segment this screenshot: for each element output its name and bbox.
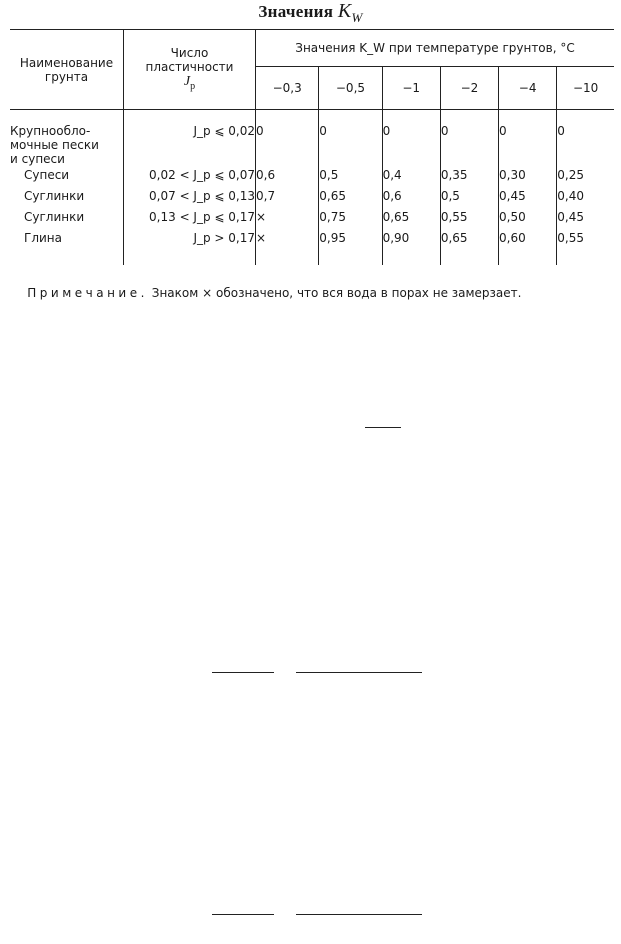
kw-value: 0,95 — [319, 231, 382, 265]
header-temp: −0,5 — [319, 67, 382, 110]
plasticity-range: 0,07 < J_р ⩽ 0,13 — [124, 189, 256, 210]
table-row — [10, 210, 614, 231]
kw-value: 0,65 — [440, 231, 498, 265]
title-prefix: Значения — [258, 2, 334, 21]
table-note — [12, 287, 612, 300]
header-soil-name: Наименование грунта — [10, 30, 124, 110]
table-row — [10, 189, 614, 210]
soil-name: Суглинки — [10, 189, 124, 210]
plasticity-range: 0,02 < J_р ⩽ 0,07 — [124, 168, 256, 189]
formula-rule — [365, 427, 401, 428]
kw-value: 0,65 — [319, 189, 382, 210]
formula-rule — [212, 672, 274, 673]
formula-rule — [296, 914, 422, 915]
kw-value: 0,40 — [557, 189, 584, 203]
kw-value: 0,60 — [499, 231, 557, 265]
kw-value: 0,55 — [440, 210, 498, 231]
soil-name: Глина — [10, 231, 124, 265]
header-temp: −10 — [557, 67, 614, 110]
kw-value: 0 — [382, 110, 440, 169]
note-label: Примечание. — [27, 286, 148, 300]
title-symbol: $K_W$ — [337, 0, 363, 25]
soil-name: Крупнообло- мочные пески и супеси — [10, 110, 124, 169]
kw-value: 0,75 — [319, 210, 382, 231]
kw-value: 0 — [440, 110, 498, 169]
header-temp: −4 — [499, 67, 557, 110]
kw-value: 0 — [256, 110, 319, 169]
kw-value: 0,55 — [557, 231, 584, 245]
soil-name: Супеси — [10, 168, 124, 189]
kw-value: 0,30 — [499, 168, 557, 189]
kw-value: 0,50 — [499, 210, 557, 231]
plasticity-range: 0,13 < J_р ⩽ 0,17 — [124, 210, 256, 231]
kw-value: 0,25 — [557, 168, 584, 182]
kw-value: 0 — [499, 110, 557, 169]
kw-value: 0 — [557, 124, 565, 138]
note-text: Знаком × обозначено, что вся вода в порах не замерзает. — [151, 286, 522, 300]
kw-value: 0,35 — [440, 168, 498, 189]
kw-value: 0,7 — [256, 189, 319, 210]
table-row — [10, 231, 614, 265]
formula-rule — [212, 914, 274, 915]
kw-value: 0,5 — [319, 168, 382, 189]
table-row — [10, 110, 614, 169]
kw-value: 0,90 — [382, 231, 440, 265]
formula-rule — [296, 672, 422, 673]
header-temp: −2 — [440, 67, 498, 110]
kw-value: × — [256, 210, 319, 231]
kw-value: 0,45 — [557, 210, 584, 224]
table-row — [10, 168, 614, 189]
header-plasticity: Число пластичности $J_р$ — [124, 30, 256, 110]
kw-value: 0 — [319, 110, 382, 169]
header-kw-group: Значения K_W при температуре грунтов, °С — [256, 30, 615, 67]
kw-value: 0,5 — [440, 189, 498, 210]
kw-value: 0,6 — [256, 168, 319, 189]
kw-value: 0,4 — [382, 168, 440, 189]
kw-value: 0,65 — [382, 210, 440, 231]
kw-values-table — [10, 29, 614, 265]
header-temp: −1 — [382, 67, 440, 110]
header-temp: −0,3 — [256, 67, 319, 110]
plasticity-range: J_р > 0,17 — [124, 231, 256, 265]
kw-value: 0,45 — [499, 189, 557, 210]
kw-value: × — [256, 231, 319, 265]
plasticity-range: J_р ⩽ 0,02 — [124, 110, 256, 169]
kw-value: 0,6 — [382, 189, 440, 210]
page-title — [0, 0, 621, 29]
soil-name: Суглинки — [10, 210, 124, 231]
